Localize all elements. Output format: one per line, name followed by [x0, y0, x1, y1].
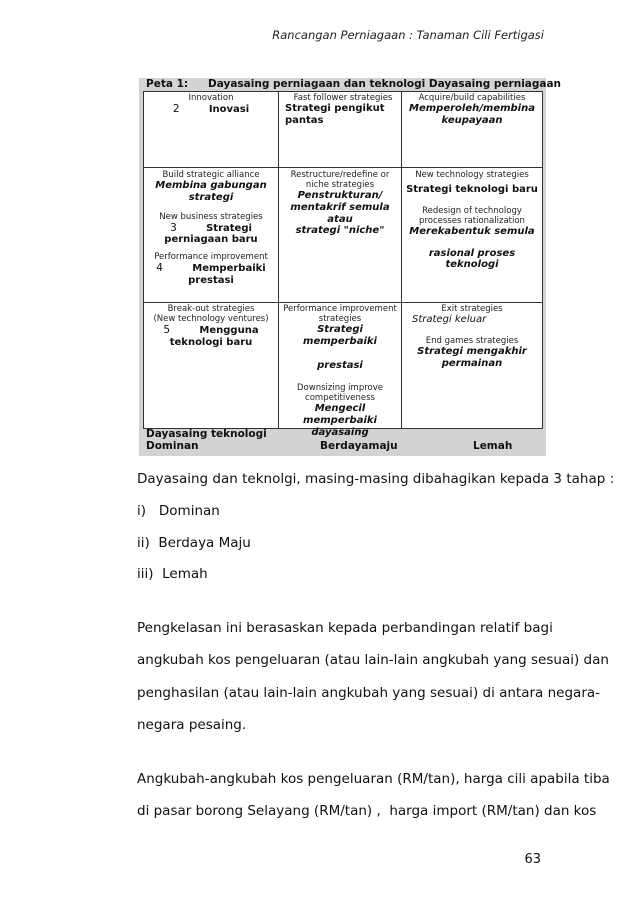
- cell-en-label: strategies: [318, 314, 362, 325]
- cell-en-label: Performance improvement: [283, 304, 397, 314]
- cell-ms-label: dayasaing: [311, 427, 369, 439]
- cell-ms-label: mentakrif semula atau: [290, 201, 390, 225]
- cell-fast-follower: [278, 91, 402, 168]
- list-item: i) Dominan: [137, 503, 220, 519]
- cell-ms-label: Memperoleh/membina: [409, 103, 535, 115]
- cell-ms-label: Strategi keluar: [412, 314, 487, 326]
- cell-number: 3: [170, 221, 177, 234]
- cell-ms-label: Merekabentuk semula: [409, 225, 535, 237]
- cell-ms-label: strategi "niche": [295, 225, 385, 237]
- figure-title: [146, 78, 562, 91]
- cell-ms-label: rasional proses teknologi: [428, 247, 516, 271]
- paragraph-line: Pengkelasan ini berasaskan kepada perbandingan relatif bagi: [137, 620, 553, 636]
- cell-performance-downsizing: [278, 302, 402, 439]
- cell-ms-label: Strategi teknologi baru: [406, 184, 538, 196]
- cell-ms-label: Strategi pengikut: [285, 103, 385, 115]
- cell-en-label: Innovation: [188, 93, 234, 103]
- cell-en-label: Exit strategies: [441, 304, 503, 314]
- cell-en-label: niche strategies: [305, 180, 375, 191]
- cell-numbered-row: [144, 262, 278, 275]
- cell-numbered-row: [144, 324, 278, 337]
- cell-number: 4: [156, 262, 163, 275]
- paragraph-line: angkubah kos pengeluaran (atau lain-lain angkubah yang sesuai) dan: [137, 652, 609, 668]
- cell-ms-label: teknologi baru: [169, 336, 253, 348]
- page-number: 63: [524, 852, 541, 867]
- cell-ms-label: perniagaan baru: [164, 234, 258, 246]
- cell-en-label: Acquire/build capabilities: [418, 93, 526, 103]
- business-technology-competitiveness-map: [139, 78, 562, 456]
- cell-ms-label: Strategi: [206, 222, 252, 234]
- cell-ms-label: Inovasi: [208, 104, 250, 116]
- cell-en-label: Downsizing improve: [297, 383, 383, 394]
- cell-ms-label: permainan: [441, 357, 503, 369]
- paragraph-line: Angkubah-angkubah kos pengeluaran (RM/tan), harga cili apabila tiba: [137, 771, 610, 787]
- column-label-dominan: Dominan: [146, 440, 199, 452]
- cell-new-technology: [401, 167, 543, 303]
- cell-ms-label: prestasi: [188, 275, 234, 287]
- cell-ms-label: Strategi mengakhir: [417, 345, 527, 357]
- cell-ms-label: Membina gabungan: [155, 180, 267, 192]
- cell-en-label: Performance improvement: [154, 252, 268, 263]
- cell-en-label: competitiveness: [305, 393, 375, 404]
- cell-en-label: Build strategic alliance: [162, 170, 260, 180]
- cell-ms-label: Penstrukturan/: [297, 190, 383, 202]
- paragraph-line: negara pesaing.: [137, 717, 247, 733]
- cell-en-label: Redesign of technology: [422, 205, 522, 216]
- technology-axis: [146, 428, 286, 452]
- column-label-lemah: Lemah: [473, 440, 513, 452]
- cell-en-label: End games strategies: [425, 335, 519, 346]
- figure-caption: Dayasaing perniagaan dan teknologi Dayasaing perniagaan: [208, 78, 562, 90]
- cell-en-label: Fast follower strategies: [293, 93, 393, 103]
- cell-innovation: [143, 91, 279, 168]
- cell-ms-label: Mengguna: [199, 325, 259, 337]
- list-item: iii) Lemah: [137, 566, 208, 582]
- cell-ms-label: strategi: [188, 191, 234, 203]
- cell-number: 5: [163, 324, 171, 337]
- cell-en-label: New business strategies: [159, 211, 263, 222]
- cell-ms-label: keupayaan: [441, 114, 503, 126]
- cell-ms-label: pantas: [285, 114, 324, 126]
- cell-ms-label: Strategi memperbaiki: [303, 324, 377, 347]
- cell-en-label: processes rationalization: [419, 215, 525, 226]
- cell-en-label: Break-out strategies: [167, 304, 255, 314]
- cell-en-label: (New technology ventures): [153, 314, 269, 325]
- cell-restructure-niche: [278, 167, 402, 303]
- list-item: ii) Berdaya Maju: [137, 535, 251, 551]
- column-label-berdayamaju: Berdayamaju: [320, 440, 398, 452]
- paragraph-line: penghasilan (atau lain-lain angkubah yang sesuai) di antara negara-: [137, 685, 601, 701]
- cell-ms-label: Mengecil memperbaiki: [303, 403, 377, 427]
- cell-exit: [401, 302, 543, 429]
- cell-en-label: New technology strategies: [415, 170, 529, 180]
- cell-alliance-business-performance: [143, 167, 279, 303]
- figure-label: Peta 1:: [146, 78, 189, 90]
- cell-break-out: [143, 302, 279, 429]
- cell-number: 2: [172, 103, 180, 116]
- cell-ms-label: Memperbaiki: [192, 263, 266, 275]
- cell-ms-label: prestasi: [317, 359, 363, 371]
- intro-paragraph: Dayasaing dan teknolgi, masing-masing dibahagikan kepada 3 tahap :: [137, 471, 615, 487]
- cell-numbered-row: [144, 222, 278, 235]
- axis-label: Dayasaing teknologi: [146, 428, 267, 440]
- cell-en-label: Restructure/redefine or: [290, 170, 390, 180]
- cell-acquire-build: [401, 91, 543, 168]
- cell-numbered-row: [144, 103, 278, 116]
- paragraph-line: di pasar borong Selayang (RM/tan) , harga import (RM/tan) dan kos: [137, 803, 597, 819]
- running-header: Rancangan Perniagaan : Tanaman Cili Fertigasi: [272, 28, 544, 42]
